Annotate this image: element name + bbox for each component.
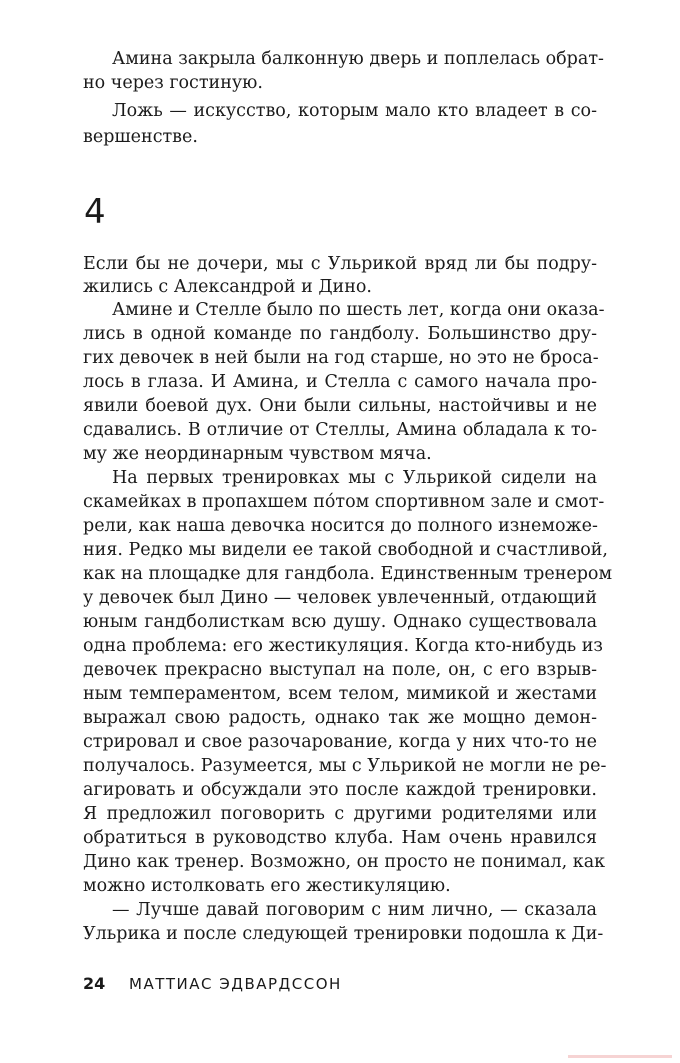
text-line: агировать и обсуждали это после каждой тренировки. — [83, 780, 597, 800]
text-line: гих девочек в ней были на год старше, но это не броса- — [83, 348, 599, 368]
text-line: скамейках в пропахшем по́том спортивном зале и смот- — [83, 492, 605, 512]
text-line: девочек прекрасно выступал на поле, он, с его взрыв- — [83, 660, 597, 680]
text-line: обратиться в руководство клуба. Нам очень нравился — [83, 828, 597, 848]
text-line: Ложь — искусство, которым мало кто владеет в со- — [112, 101, 597, 121]
text-line: одна проблема: его жестикуляция. Когда кто-нибудь из — [83, 636, 603, 656]
text-line: выражал свою радость, однако так же мощно демон- — [83, 708, 597, 728]
text-line: стрировал и свое разочарование, когда у них что-то не — [83, 732, 597, 752]
author-name: МАТТИАС ЭДВАРДССОН — [129, 975, 342, 993]
text-line: у девочек был Дино — человек увлеченный, отдающий — [83, 588, 597, 608]
text-line: Ульрика и после следующей тренировки подошла к Ди- — [83, 924, 604, 944]
text-line: рели, как наша девочка носится до полного изнеможе- — [83, 516, 598, 536]
text-line: как на площадке для гандбола. Единственным тренером — [83, 564, 613, 584]
text-line: — Лучше давай поговорим с ним лично, — сказала — [112, 900, 597, 920]
text-line: лось в глаза. И Амина, и Стелла с самого начала про- — [83, 372, 597, 392]
text-line: вершенстве. — [83, 127, 198, 147]
text-line: но через гостиную. — [83, 73, 263, 93]
text-line: можно истолковать его жестикуляцию. — [83, 876, 451, 896]
text-line: явили боевой дух. Они были сильны, настойчивы и не — [83, 396, 597, 416]
text-line: получалось. Разумеется, мы с Ульрикой не могли не ре- — [83, 756, 607, 776]
text-line: Амине и Стелле было по шесть лет, когда они оказа- — [112, 300, 605, 320]
text-line: му же неординарным чувством мяча. — [83, 444, 432, 464]
page-edge-mark — [568, 1055, 672, 1058]
text-line: юным гандболисткам всю душу. Однако существовала — [83, 612, 597, 632]
text-line: ным темпераментом, всем телом, мимикой и жестами — [83, 684, 597, 704]
text-line: Если бы не дочери, мы с Ульрикой вряд ли бы подру- — [83, 254, 597, 274]
page-number: 24 — [83, 974, 106, 993]
text-line: сдавались. В отличие от Стеллы, Амина обладала к то- — [83, 420, 597, 440]
text-line: жились с Александрой и Дино. — [83, 277, 372, 297]
text-line: Дино как тренер. Возможно, он просто не понимал, как — [83, 852, 606, 872]
chapter-number: 4 — [84, 192, 106, 232]
text-line: Амина закрыла балконную дверь и поплелась обрат- — [112, 49, 604, 69]
text-line: На первых тренировках мы с Ульрикой сидели на — [112, 468, 597, 488]
text-line: Я предложил поговорить с другими родителями или — [83, 804, 597, 824]
text-line: ния. Редко мы видели ее такой свободной и счастливой, — [83, 540, 608, 560]
text-line: лись в одной команде по гандболу. Большинство дру- — [83, 324, 597, 344]
